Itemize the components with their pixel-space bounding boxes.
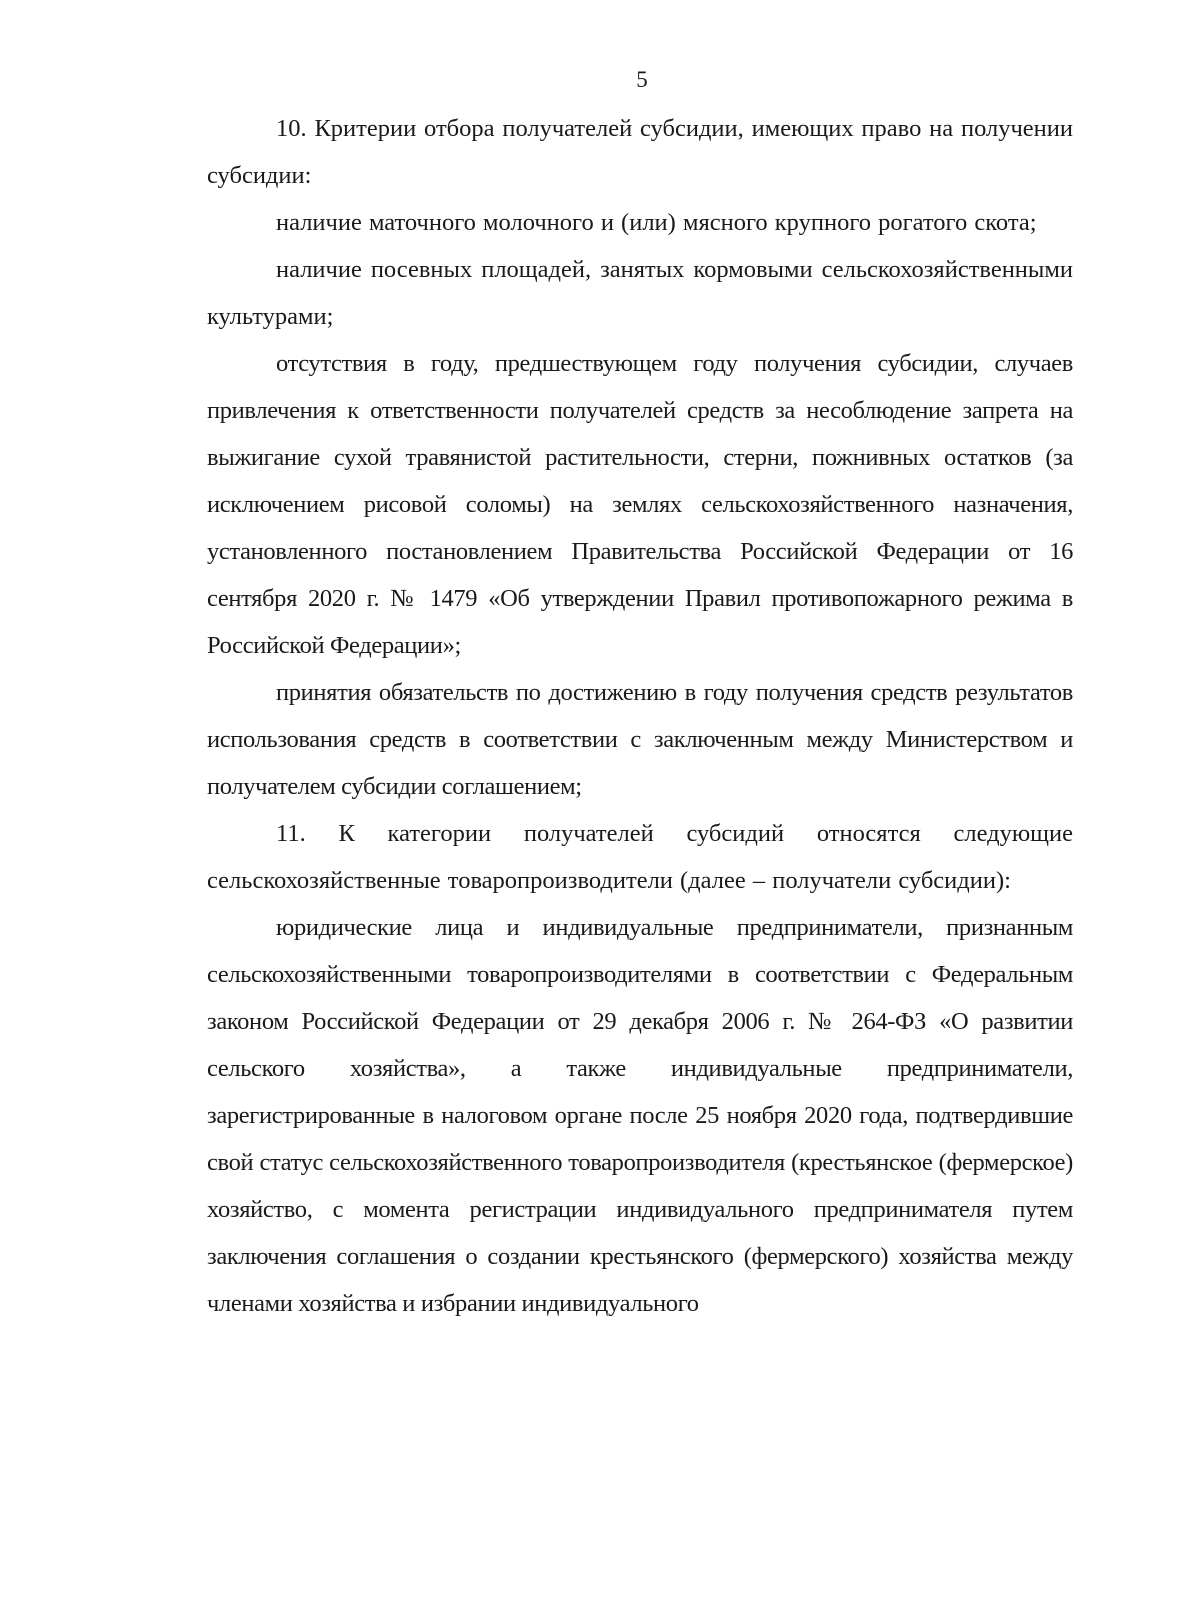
paragraph-legal-entities: юридические лица и индивидуальные предприниматели, признанным сельскохозяйственными товаропроизводителями в соответствии с Федеральным законом Российской Федерации от 29 декабря 2006 г. № 264-ФЗ «О развитии сельского хозяйства», а также индивидуальные предприниматели, зарегистрированные в налоговом органе после 25 ноября 2020 года, подтвердившие свой статус сельскохозяйственного товаропроизводителя (крестьянское (фермерское) хозяйство, с момента регистрации индивидуального предпринимателя путем заключения соглашения о создании крестьянского (фермерского) хозяйства между членами хозяйства и избрании индивидуального bbox=[207, 914, 1073, 1317]
paragraph-selection-criteria: 10. Критерии отбора получателей субсидии, имеющих право на получении субсидии: bbox=[207, 115, 1073, 189]
paragraph-criterion-fire-regime: отсутствия в году, предшествующем году получения субсидии, случаев привлечения к ответственности получателей средств за несоблюдение запрета на выжигание сухой травянистой растительности, стерни, пожнивных остатков (за исключением рисовой соломы) на землях сельскохозяйственного назначения, установленного постановлением Правительства Российской Федерации от 16 сентября 2020 г. № 1479 «Об утверждении Правил противопожарного режима в Российской Федерации»; bbox=[207, 350, 1073, 659]
paragraph-criterion-livestock: наличие маточного молочного и (или) мясного крупного рогатого скота; bbox=[276, 209, 1037, 236]
page-number: 5 bbox=[636, 67, 648, 92]
paragraph-recipient-categories: 11. К категории получателей субсидий относятся следующие сельскохозяйственные товаропроизводители (далее – получатели субсидии): bbox=[207, 820, 1073, 894]
paragraph-criterion-obligations: принятия обязательств по достижению в году получения средств результатов использования средств в соответствии с заключенным между Министерством и получателем субсидии соглашением; bbox=[207, 679, 1073, 800]
paragraph-criterion-crop-area: наличие посевных площадей, занятых кормовыми сельскохозяйственными культурами; bbox=[207, 256, 1073, 330]
document-body bbox=[207, 105, 1073, 1327]
